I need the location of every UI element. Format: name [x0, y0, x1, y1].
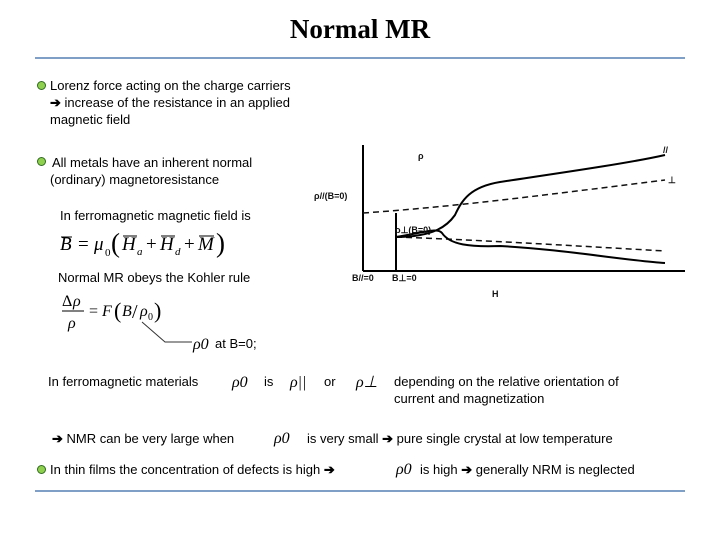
- bullet-icon: [37, 157, 46, 166]
- slide-title: Normal MR: [289, 14, 431, 44]
- depending-line-1: depending on the relative orientation of: [394, 374, 619, 389]
- svg-text:H: H: [122, 234, 136, 255]
- svg-text:a: a: [137, 246, 143, 258]
- rho-par-b0-label: ρ//(B=0): [314, 191, 348, 201]
- neglected-text: generally NRM is neglected: [475, 462, 635, 477]
- svg-text:ρ: ρ: [68, 315, 76, 332]
- kohler-rule-text: Normal MR obeys the Kohler rule: [58, 270, 251, 285]
- arrow-icon: ➔: [323, 462, 335, 477]
- perp-curve-label: ⊥: [668, 175, 676, 185]
- perp-solid-curve: [396, 230, 665, 263]
- svg-text:B: B: [60, 234, 72, 255]
- rho-zero-symbol: ρ0: [274, 430, 290, 447]
- par-curve-label: //: [663, 145, 669, 155]
- bullet-icon: [37, 465, 46, 474]
- is-high-text: is high: [420, 462, 458, 477]
- at-b-zero-text: at B=0;: [215, 336, 257, 351]
- rho-perp-b0-label: ρ⊥(B=0): [395, 225, 432, 235]
- pure-crystal-text: pure single crystal at low temperature: [396, 431, 613, 446]
- svg-text:): ): [216, 228, 225, 258]
- depending-line-2: current and magnetization: [394, 391, 545, 406]
- rho-zero-symbol: ρ0: [232, 374, 248, 391]
- b-perp-zero-label: B⊥=0: [392, 273, 417, 283]
- very-small-text: is very small: [307, 431, 379, 446]
- svg-text:0: 0: [148, 312, 153, 323]
- svg-text:/: /: [132, 301, 138, 323]
- magnetoresistance-graph: [314, 125, 690, 305]
- rho-zero-symbol: ρ0: [193, 336, 209, 353]
- arrow-icon: ➔: [461, 462, 473, 477]
- rho-zero-symbol: ρ0: [396, 461, 412, 478]
- b-par-zero-label: B//=0: [352, 273, 374, 283]
- callout-line: [140, 320, 200, 350]
- bottom-divider: [35, 490, 685, 492]
- svg-text:ρ: ρ: [140, 303, 148, 320]
- svg-text:B: B: [122, 303, 132, 320]
- svg-text:Δ: Δ: [62, 293, 73, 310]
- svg-text:H: H: [160, 234, 174, 255]
- rho-perpendicular-symbol: ρ⊥: [356, 374, 378, 391]
- svg-text:F: F: [102, 303, 112, 320]
- or-text: or: [324, 374, 336, 389]
- par-dashed-curve: [363, 180, 665, 213]
- ferro-field-text: In ferromagnetic magnetic field is: [60, 208, 251, 223]
- arrow-icon: ➔: [50, 95, 61, 110]
- svg-text:M: M: [198, 234, 214, 255]
- par-solid-curve: [396, 155, 665, 237]
- y-axis-label: ρ: [418, 151, 424, 161]
- svg-text:d: d: [175, 246, 181, 258]
- bullet-2-line-1: All metals have an inherent normal: [52, 155, 253, 170]
- top-divider: [35, 57, 685, 59]
- bullet-icon: [37, 81, 46, 90]
- svg-text:(: (: [114, 298, 122, 323]
- bullet-1-line-1: Lorenz force acting on the charge carriers: [50, 78, 291, 93]
- x-axis-label: H: [492, 289, 499, 299]
- nmr-large-text: NMR can be very large when: [66, 431, 235, 446]
- bullet-1-line-2: increase of the resistance in an applied: [64, 95, 291, 110]
- svg-text:μ: μ: [94, 234, 104, 255]
- bullet-1-line-3: magnetic field: [50, 112, 131, 127]
- arrow-icon: ➔: [382, 431, 394, 446]
- svg-text:(: (: [111, 228, 120, 258]
- ferro-materials-text: In ferromagnetic materials: [48, 374, 199, 389]
- b-field-equation: [58, 228, 228, 262]
- svg-text:0: 0: [105, 247, 111, 259]
- thin-films-text: In thin films the concentration of defects is high: [50, 462, 321, 477]
- is-text: is: [264, 374, 274, 389]
- rho-parallel-symbol: ρ||: [290, 374, 307, 391]
- bullet-2-line-2: (ordinary) magnetoresistance: [50, 172, 220, 187]
- svg-text:=: =: [89, 303, 99, 320]
- svg-text:+: +: [146, 234, 157, 255]
- arrow-icon: ➔: [52, 431, 63, 446]
- svg-text:=: =: [78, 234, 89, 255]
- svg-text:ρ: ρ: [73, 293, 81, 310]
- svg-text:+: +: [184, 234, 195, 255]
- svg-text:): ): [154, 298, 162, 323]
